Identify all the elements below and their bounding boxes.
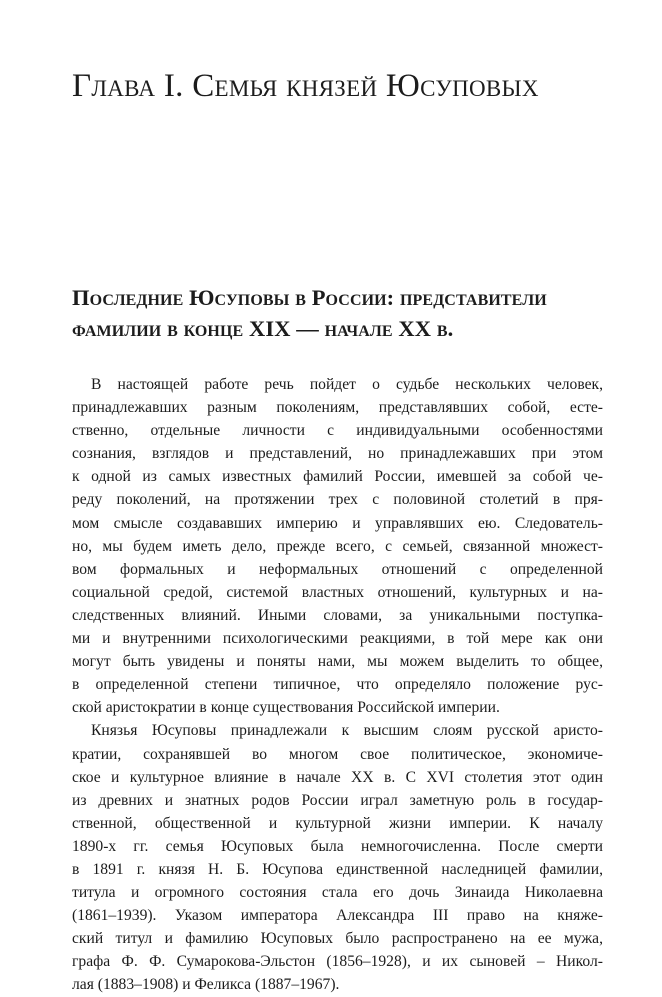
paragraph-1 (72, 373, 603, 719)
text-line: титула и огромного состояния стала его дочь Зинаида Николаевна (72, 884, 603, 902)
section-title-line: фамилии в конце XIX — начале XX в. (72, 316, 454, 341)
text-line: лая (1883–1908) и Феликса (1887–1967). (72, 976, 340, 994)
text-line: Князья Юсуповы принадлежали к высшим слоям русской аристо- (91, 722, 603, 740)
section-title-line: Последние Юсуповы в России: представители (72, 285, 547, 310)
text-line: кратии, сохранявшей во многом свое политическое, экономиче- (72, 745, 603, 763)
text-line: следственных влияний. Иными словами, за уникальными поступка- (72, 606, 603, 624)
body-text (72, 373, 603, 997)
text-line: мом смысле создававших империю и управлявших ею. Следователь- (72, 514, 603, 532)
paragraph-2 (72, 719, 603, 996)
text-line: к одной из самых известных фамилий России, имевшей за собой че- (72, 468, 603, 486)
text-line: вом формальных и неформальных отношений с определенной (72, 560, 603, 578)
chapter-title: Глава I. Семья князей Юсуповых (72, 68, 539, 104)
text-line: из древних и знатных родов России играл заметную роль в государ- (72, 791, 603, 809)
section-title (72, 282, 612, 344)
text-line: графа Ф. Ф. Сумарокова-Эльстон (1856–1928), и их сыновей – Никол- (72, 953, 603, 971)
text-line: ственно, отдельные личности с индивидуальными особенностями (72, 422, 603, 440)
text-line: в определенной степени типичное, что определяло положение рус- (72, 676, 603, 694)
text-line: в 1891 г. князя Н. Б. Юсупова единственной наследницей фамилии, (72, 860, 603, 878)
text-line: (1861–1939). Указом императора Александра III право на княже- (72, 907, 603, 925)
text-line: но, мы будем иметь дело, прежде всего, с семьей, связанной множест- (72, 537, 603, 555)
text-line: В настоящей работе речь пойдет о судьбе нескольких человек, (91, 376, 603, 393)
text-line: ственной, общественной и культурной жизни империи. К началу (72, 814, 603, 832)
text-line: ской аристократии в конце существования Российской империи. (72, 699, 500, 717)
text-line: сознания, взглядов и представлений, но принадлежавших при этом (72, 445, 603, 463)
text-line: ский титул и фамилию Юсуповых было распространено на ее мужа, (72, 930, 603, 948)
text-line: социальной средой, системой властных отношений, культурных и на- (72, 583, 603, 601)
text-line: принадлежавших разным поколениям, представлявших собой, есте- (72, 399, 603, 417)
text-line: ское и культурное влияние в начале XX в. С XVI столетия этот один (72, 768, 603, 786)
text-line: ми и внутренними психологическими реакциями, в той мере как они (72, 630, 603, 648)
text-line: реду поколений, на протяжении трех с половиной столетий в пря- (72, 491, 603, 509)
text-line: 1890-х гг. семья Юсуповых была немногочисленна. После смерти (72, 837, 603, 855)
text-line: могут быть увидены и поняты нами, мы можем выделить то общее, (72, 653, 603, 671)
